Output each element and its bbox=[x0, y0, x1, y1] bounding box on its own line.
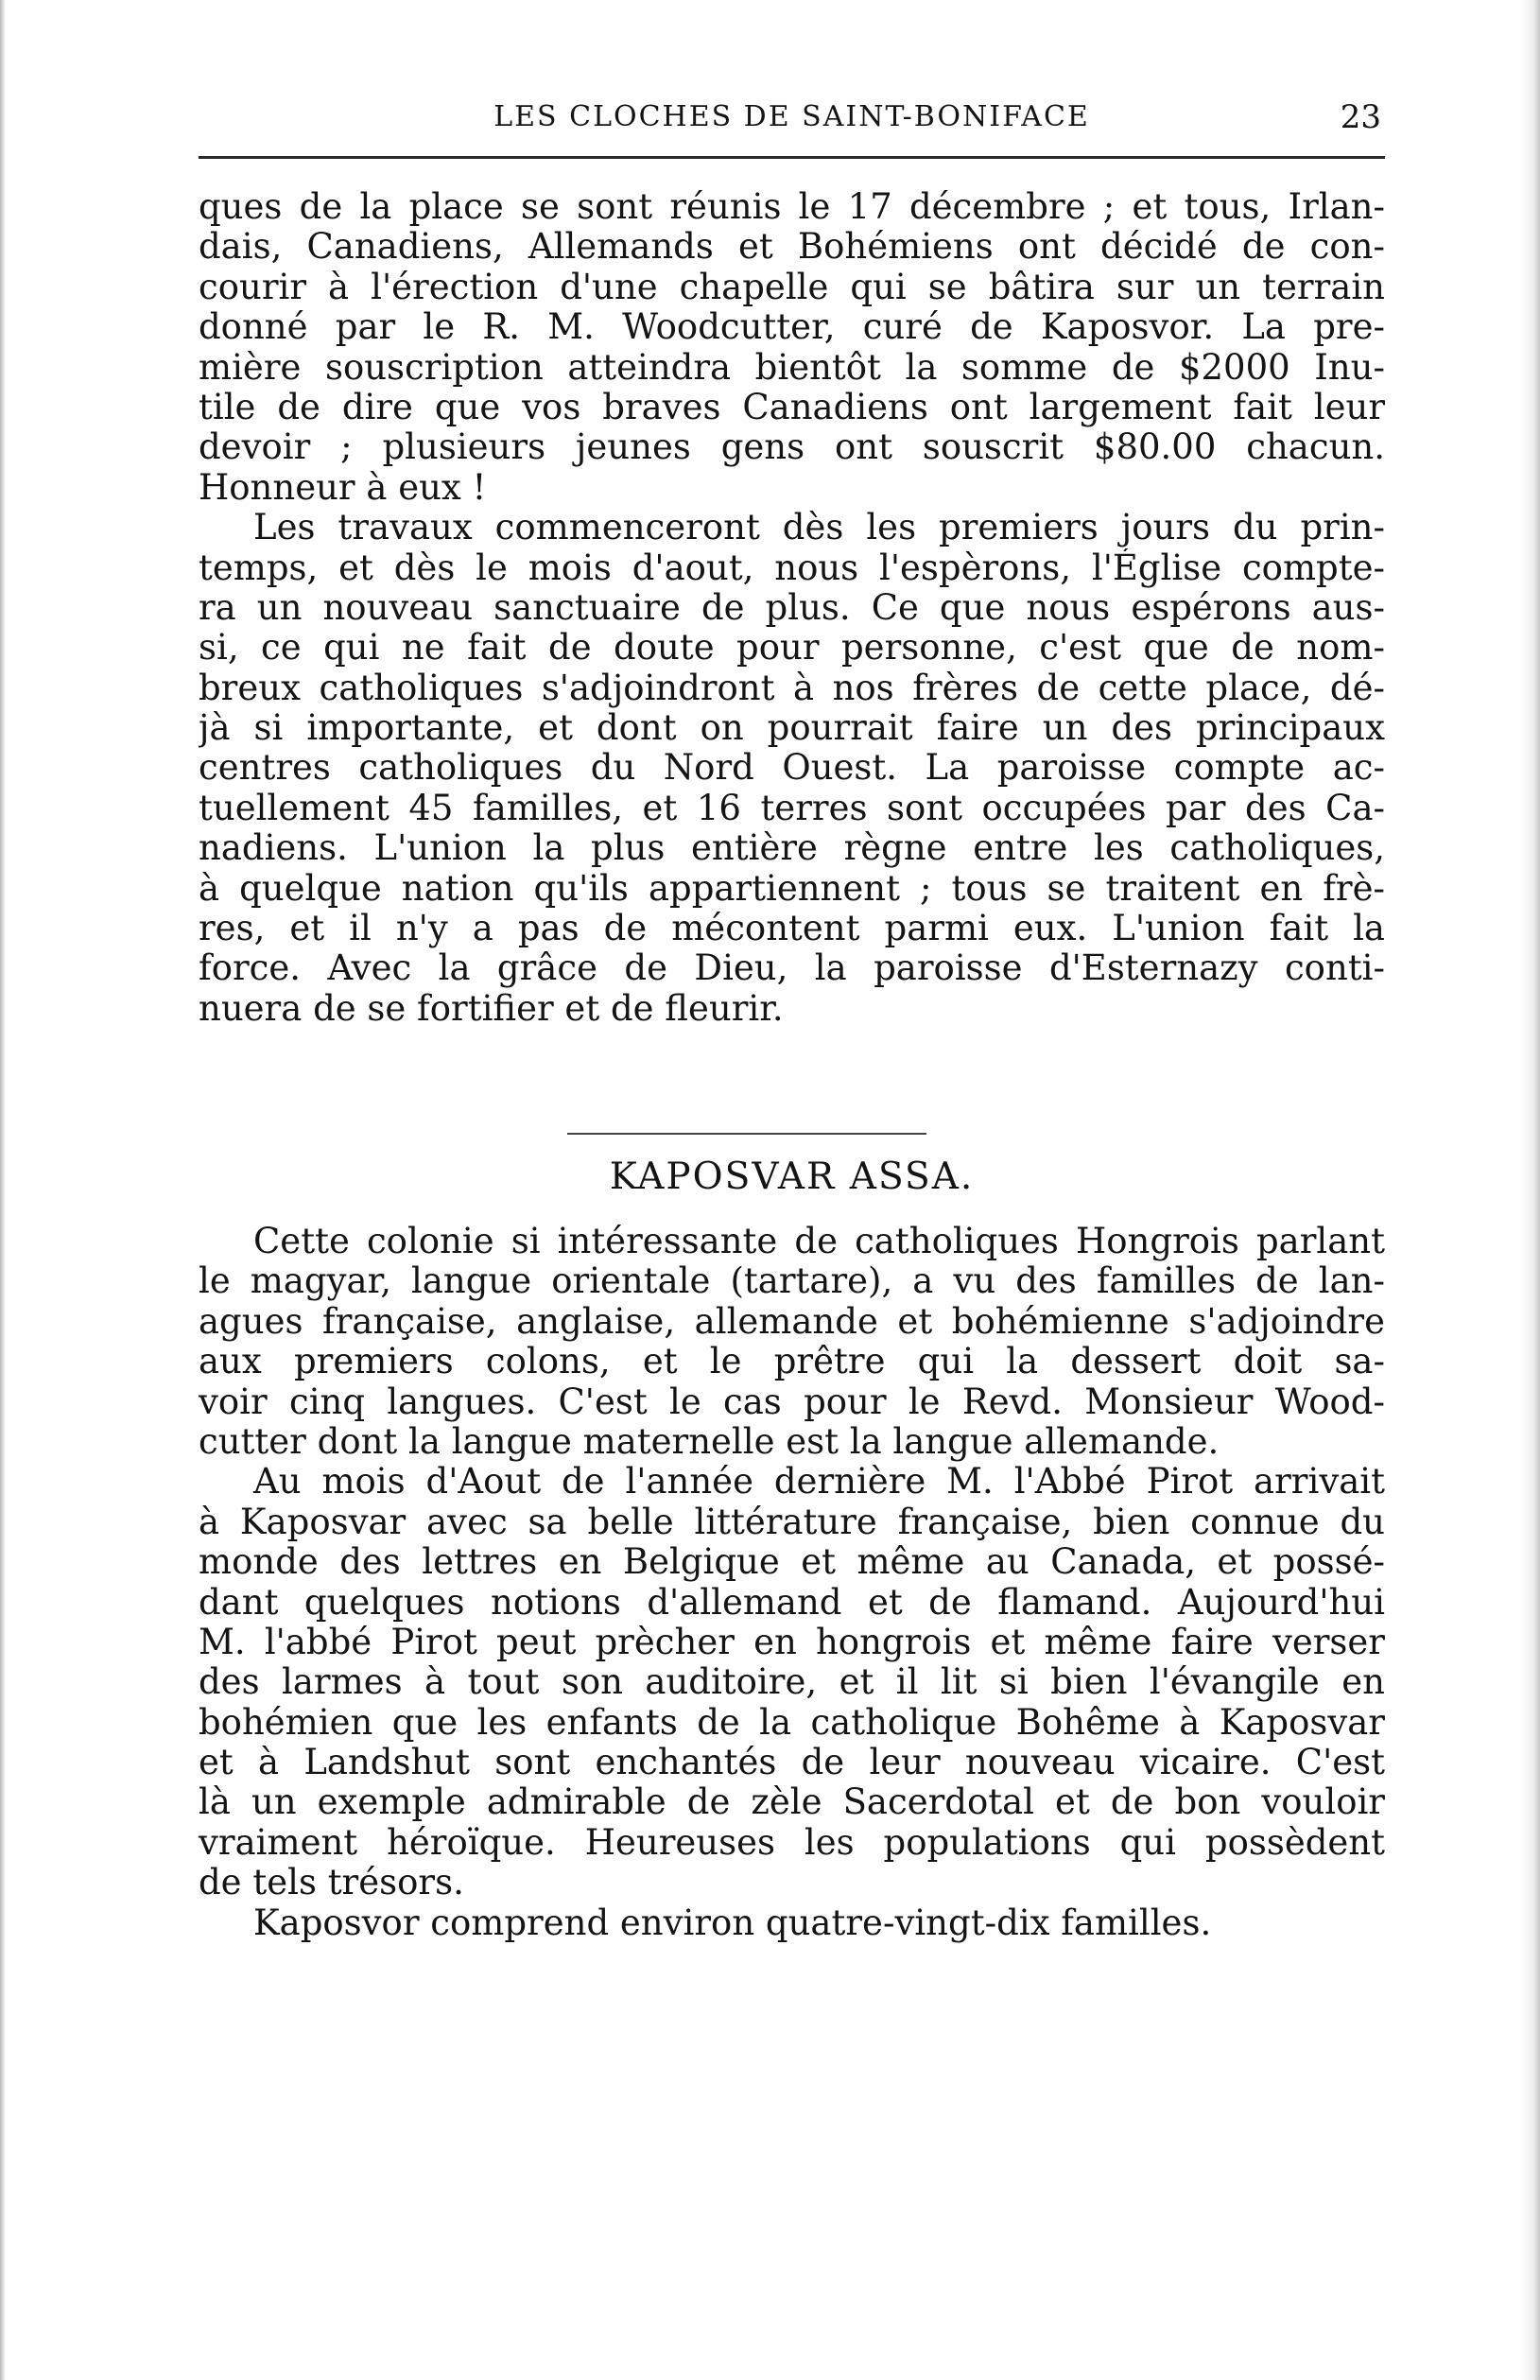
text-line: temps, et dès le mois d'aout, nous l'espèrons, l'Église compte- bbox=[199, 547, 1385, 588]
text-line: tuellement 45 familles, et 16 terres sont occupées par des Ca- bbox=[199, 788, 1385, 828]
running-title: LES CLOCHES DE SAINT-BONIFACE bbox=[493, 100, 1090, 133]
text-line: Cette colonie si intéressante de catholiques Hongrois parlant bbox=[253, 1222, 1385, 1261]
text-line: M. l'abbé Pirot peut prècher en hongrois et même faire verser bbox=[199, 1622, 1385, 1662]
text-line: devoir ; plusieurs jeunes gens ont souscrit $80.00 chacun. bbox=[199, 427, 1385, 468]
text-line: vraiment héroïque. Heureuses les populations qui possèdent bbox=[199, 1822, 1385, 1863]
section-title: KAPOSVAR ASSA. bbox=[609, 1155, 975, 1198]
text-line: Au mois d'Aout de l'année dernière M. l'Abbé Pirot arrivait bbox=[253, 1462, 1385, 1503]
text-line: ra un nouveau sanctuaire de plus. Ce que nous espérons aus- bbox=[199, 587, 1385, 628]
text-line: voir cinq langues. C'est le cas pour le Revd. Monsieur Wood- bbox=[199, 1381, 1385, 1422]
text-line: centres catholiques du Nord Ouest. La paroisse compte ac- bbox=[199, 748, 1385, 789]
text-line: force. Avec la grâce de Dieu, la paroisse d'Esternazy conti- bbox=[199, 948, 1385, 989]
text-line: cutter dont la langue maternelle est la langue allemande. bbox=[199, 1421, 1220, 1462]
text-line: Kaposvor comprend environ quatre-vingt-dix familles. bbox=[253, 1902, 1212, 1943]
text-line: Les travaux commenceront dès les premiers jours du prin- bbox=[253, 508, 1385, 548]
text-line: des larmes à tout son auditoire, et il lit si bien l'évangile en bbox=[199, 1662, 1385, 1703]
section-1-text bbox=[199, 187, 1385, 1029]
text-line: à quelque nation qu'ils appartiennent ; tous se traitent en frè- bbox=[199, 868, 1385, 909]
text-line: le magyar, langue orientale (tartare), a vu des familles de lan- bbox=[199, 1261, 1385, 1302]
text-line: mière souscription atteindra bientôt la somme de $2000 Inu- bbox=[199, 347, 1385, 388]
text-line: Honneur à eux ! bbox=[199, 467, 487, 508]
text-line: dais, Canadiens, Allemands et Bohémiens ont décidé de con- bbox=[199, 227, 1385, 268]
running-head bbox=[199, 100, 1385, 157]
text-line: donné par le R. M. Woodcutter, curé de Kaposvor. La pre- bbox=[199, 307, 1385, 348]
scan-edge-right bbox=[1519, 0, 1540, 2380]
text-line: si, ce qui ne fait de doute pour personne, c'est que de nom- bbox=[199, 628, 1385, 669]
text-line: bohémien que les enfants de la catholique Bohême à Kaposvar bbox=[199, 1702, 1385, 1743]
text-line: res, et il n'y a pas de mécontent parmi eux. L'union fait la bbox=[199, 909, 1385, 949]
text-line: nadiens. L'union la plus entière règne entre les catholiques, bbox=[199, 828, 1385, 869]
text-line: aux premiers colons, et le prêtre qui la dessert doit sa- bbox=[199, 1342, 1385, 1382]
section-2-text bbox=[199, 1222, 1385, 1943]
text-line: nuera de se fortifier et de fleurir. bbox=[199, 988, 784, 1029]
text-line: monde des lettres en Belgique et même au Canada, et possé- bbox=[199, 1542, 1385, 1583]
text-line: tile de dire que vos braves Canadiens ont largement fait leur bbox=[199, 387, 1385, 427]
text-line: à Kaposvar avec sa belle littérature française, bien connue du bbox=[199, 1502, 1385, 1542]
text-line: et à Landshut sont enchantés de leur nouveau vicaire. C'est bbox=[199, 1743, 1385, 1783]
text-line: dant quelques notions d'allemand et de flamand. Aujourd'hui bbox=[199, 1582, 1385, 1623]
text-line: breux catholiques s'adjoindront à nos frères de cette place, dé- bbox=[199, 668, 1385, 708]
text-line: jà si importante, et dont on pourrait faire un des principaux bbox=[199, 708, 1385, 749]
header-rule bbox=[199, 156, 1385, 159]
scan-edge-left bbox=[0, 0, 6, 2380]
text-line: courir à l'érection d'une chapelle qui se bâtira sur un terrain bbox=[199, 267, 1385, 307]
text-line: agues française, anglaise, allemande et bohémienne s'adjoindre bbox=[199, 1301, 1385, 1342]
section-separator-rule bbox=[567, 1133, 926, 1135]
page-number: 23 bbox=[1340, 98, 1381, 136]
text-line: de tels trésors. bbox=[199, 1863, 464, 1903]
text-line: là un exemple admirable de zèle Sacerdotal et de bon vouloir bbox=[199, 1782, 1385, 1823]
text-line: ques de la place se sont réunis le 17 décembre ; et tous, Irlan- bbox=[199, 187, 1385, 227]
